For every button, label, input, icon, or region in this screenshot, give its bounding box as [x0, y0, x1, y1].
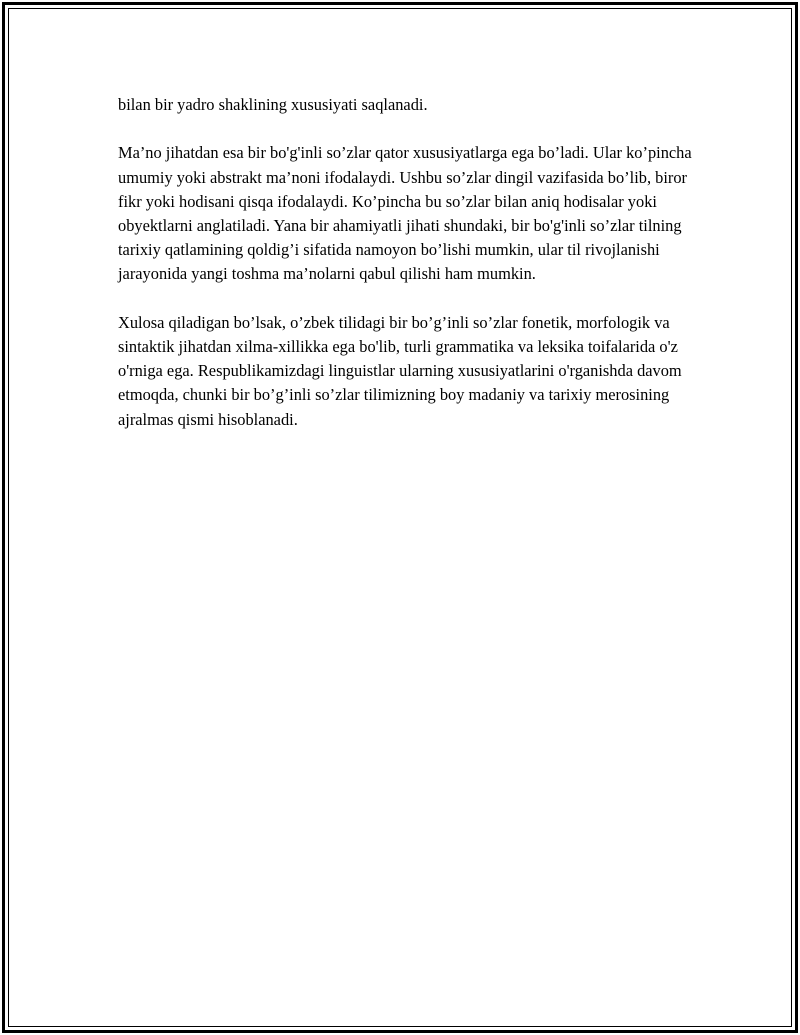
paragraph-1: bilan bir yadro shaklining xususiyati saqlanadi.	[118, 95, 428, 114]
document-body	[118, 93, 698, 456]
paragraph-2: Ma’no jihatdan esa bir bo'g'inli so’zlar qator xususiyatlarga ega bo’ladi. Ular ko’pincha umumiy yoki abstrakt ma’noni ifodalaydi. Ushbu so’zlar dingil vazifasida bo’lib, biror fikr yoki hodisani qisqa ifodalaydi. Ko’pincha bu so’zlar bilan aniq hodisalar yoki obyektlarni anglatiladi. Yana bir ahamiyatli jihati shundaki, bir bo'g'inli so’zlar tilning tarixiy qatlamining qoldig’i sifatida namoyon bo’lishi mumkin, ular til rivojlanishi jarayonida yangi toshma ma’nolarni qabul qilishi ham mumkin.	[118, 143, 692, 284]
paragraph-3: Xulosa qiladigan bo’lsak, o’zbek tilidagi bir bo’g’inli so’zlar fonetik, morfologik va sintaktik jihatdan xilma-xillikka ega bo'lib, turli grammatika va leksika toifalarida o'z o'rniga ega. Respublikamizdagi linguistlar ularning xususiyatlarini o'rganishda davom etmoqda, chunki bir bo’g’inli so’zlar tilimizning boy madaniy va tarixiy merosining ajralmas qismi hisoblanadi.	[118, 312, 682, 429]
